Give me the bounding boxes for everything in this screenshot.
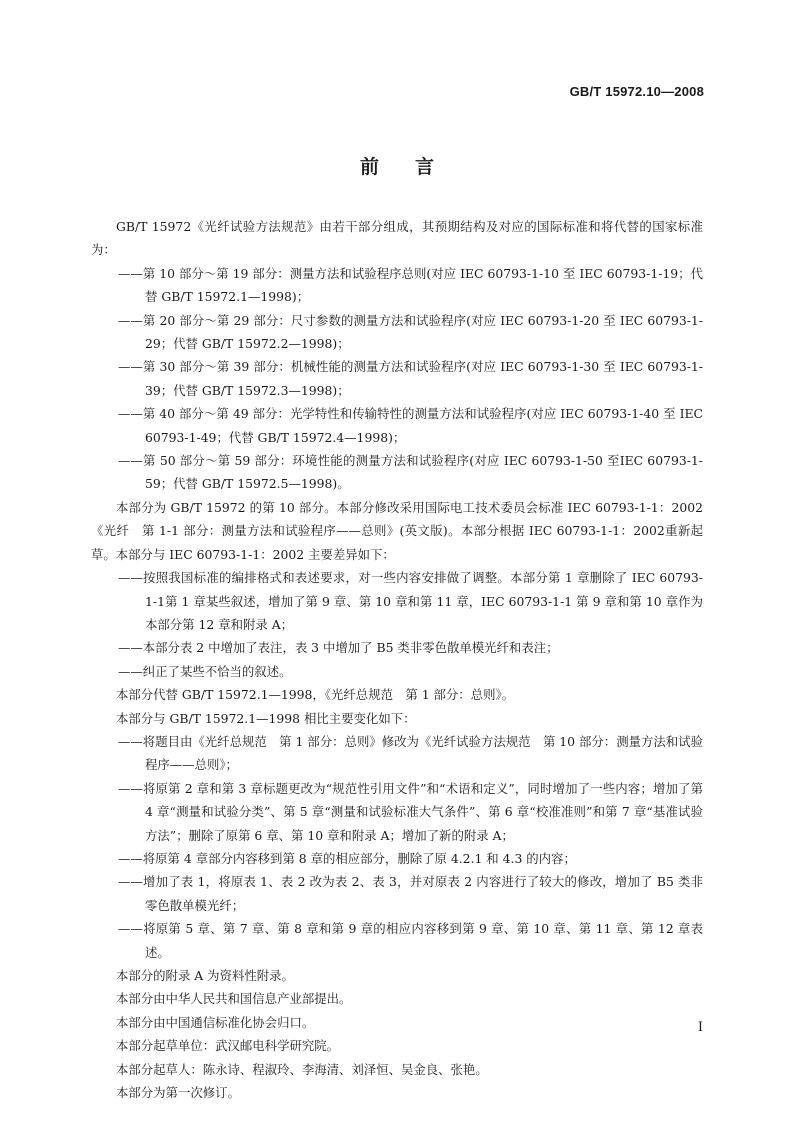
list-item: ——将原第 2 章和第 3 章标题更改为“规范性引用文件”和“术语和定义”，同时增加了一些内容；增加了第 4 章“测量和试验分类”、第 5 章“测量和试验标准大气条件”、第 6 章“校准准则”和第 7 章“基准试验方法”；删除了原第 6 章、第 10 章和附录 A；增加了新的附录 A； <box>118 780 703 843</box>
paragraph: 本部分为第一次修订。 <box>116 1085 240 1101</box>
paragraph: 本部分起草人：陈永诗、程淑玲、李海清、刘泽恒、吴金良、张艳。 <box>116 1061 488 1077</box>
list-item: ——将原第 4 章部分内容移到第 8 章的相应部分，删除了原 4.2.1 和 4.3 的内容； <box>118 850 576 866</box>
list-item: ——第 40 部分～第 49 部分：光学特性和传输特性的测量方法和试验程序(对应 IEC 60793-1-40 至 IEC 60793-1-49；代替 GB/T 15972.4—1998)； <box>118 406 703 445</box>
paragraph: 本部分为 GB/T 15972 的第 10 部分。本部分修改采用国际电工技术委员会标准 IEC 60793-1-1：2002《光纤 第 1-1 部分：测量方法和试验程序——总则》(英文版)。本部分根据 IEC 60793-1-1：2002重新起草。本部分与 IEC 60793-1-1：2002 主要差异如下： <box>91 499 703 562</box>
list-item: ——第 20 部分～第 29 部分：尺寸参数的测量方法和试验程序(对应 IEC 60793-1-20 至 IEC 60793-1-29；代替 GB/T 15972.2—1998)； <box>118 312 703 352</box>
list-item: ——按照我国标准的编排格式和表述要求，对一些内容安排做了调整。本部分第 1 章删除了 IEC 60793-1-1第 1 章某些叙述，增加了第 9 章、第 10 章和第 11 章，IEC 60793-1-1 第 9 章和第 10 章作为本部分第 12 章和附录 A； <box>118 570 703 632</box>
paragraph: 本部分的附录 A 为资料性附录。 <box>116 968 294 983</box>
list-item: ——第 10 部分～第 19 部分：测量方法和试验程序总则(对应 IEC 60793-1-10 至 IEC 60793-1-19；代替 GB/T 15972.1—1998)； <box>118 265 703 305</box>
list-item: ——将题目由《光纤总规范 第 1 部分：总则》修改为《光纤试验方法规范 第 10 部分：测量方法和试验程序——总则》； <box>118 733 703 773</box>
page-number: Ⅰ <box>697 1020 703 1035</box>
document-body <box>91 215 703 1104</box>
list-item: ——第 30 部分～第 39 部分：机械性能的测量方法和试验程序(对应 IEC 60793-1-30 至 IEC 60793-1-39；代替 GB/T 15972.3—1998)； <box>118 359 703 398</box>
list-item: ——本部分表 2 中增加了表注，表 3 中增加了 B5 类非零色散单模光纤和表注； <box>118 640 559 656</box>
paragraph: 本部分起草单位：武汉邮电科学研究院。 <box>116 1038 340 1054</box>
list-item: ——增加了表 1，将原表 1、表 2 改为表 2、表 3，并对原表 2 内容进行了较大的修改，增加了 B5 类非零色散单模光纤； <box>118 874 703 913</box>
paragraph: 本部分与 GB/T 15972.1—1998 相比主要变化如下： <box>116 710 416 726</box>
standard-code: GB/T 15972.10—2008 <box>569 84 704 99</box>
list-item: ——第 50 部分～第 59 部分：环境性能的测量方法和试验程序(对应 IEC 60793-1-50 至IEC 60793-1-59；代替 GB/T 15972.5—1998)。 <box>118 453 703 492</box>
page-title: 前言 <box>359 156 470 178</box>
list-item: ——纠正了某些不恰当的叙述。 <box>118 663 292 679</box>
list-item: ——将原第 5 章、第 7 章、第 8 章和第 9 章的相应内容移到第 9 章、第 10 章、第 11 章、第 12 章表述。 <box>118 921 703 960</box>
paragraph: GB/T 15972《光纤试验方法规范》由若干部分组成，其预期结构及对应的国际标准和将代替的国家标准为： <box>91 219 703 258</box>
paragraph: 本部分由中国通信标准化协会归口。 <box>116 1014 315 1030</box>
paragraph: 本部分由中华人民共和国信息产业部提出。 <box>116 991 352 1007</box>
paragraph: 本部分代替 GB/T 15972.1—1998，《光纤总规范 第 1 部分：总则》。 <box>116 687 515 703</box>
